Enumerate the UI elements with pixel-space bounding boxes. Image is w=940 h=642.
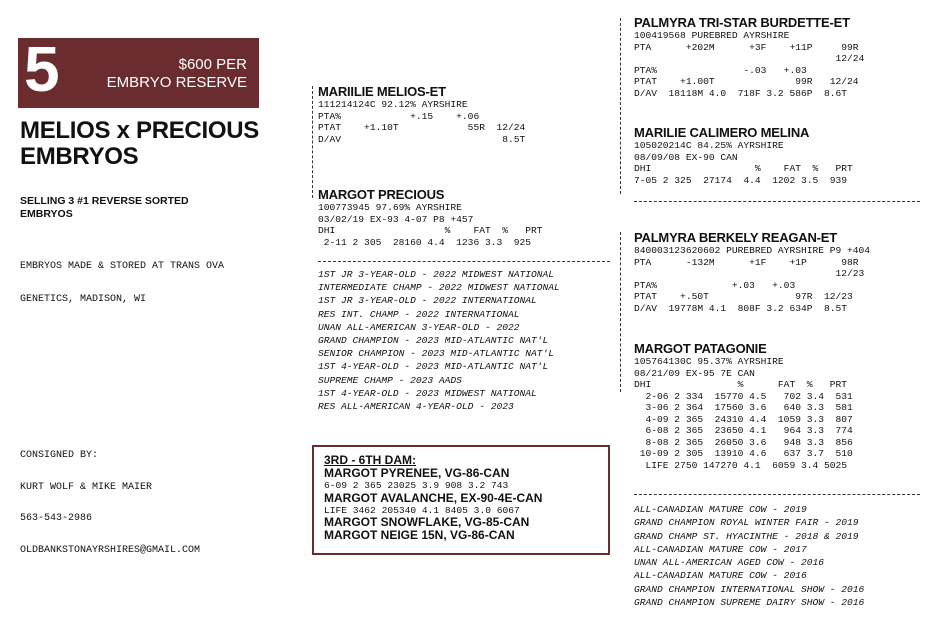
dam-award: UNAN ALL-AMERICAN 3-YEAR-OLD - 2022 [318, 321, 520, 333]
embryo-storage-note [20, 239, 224, 316]
dam-award: 1ST JR 3-YEAR-OLD - 2022 MIDWEST NATIONAL [318, 269, 555, 280]
lot-title [20, 118, 310, 170]
sire-block [318, 84, 610, 145]
calimero-name: MARILIE CALIMERO MELINA [634, 125, 810, 140]
selling-line-1: SELLING 3 #1 REVERSE SORTED [20, 195, 189, 207]
dam-line-3: DHI % FAT % PRT [318, 225, 543, 236]
extended-dams-box [312, 445, 610, 555]
lot-price [107, 56, 247, 92]
patagonie-awards [634, 503, 934, 609]
patagonie-award: ALL-CANADIAN MATURE COW - 2017 [634, 543, 807, 555]
dam-award: SENIOR CHAMPION - 2023 MID-ATLANTIC NAT'L [318, 348, 555, 360]
burdette-name: PALMYRA TRI-STAR BURDETTE-ET [634, 15, 850, 30]
dam-4-name: MARGOT AVALANCHE, EX-90-4E-CAN [324, 490, 543, 505]
sire-line-1: 111214124C 92.12% AYRSHIRE [318, 99, 468, 110]
patagonie-lifetime: LIFE 2750 147270 4.1 6059 3.4 5025 [634, 459, 848, 471]
consignor-phone: 563-543-2986 [20, 513, 93, 524]
reagan-line-6: D/AV 19778M 4.1 808F 3.2 634P 8.5T [634, 302, 848, 314]
dam-award: 1ST 4-YEAR-OLD - 2023 MID-ATLANTIC NAT'L [318, 361, 549, 373]
reagan-name: PALMYRA BERKELY REAGAN-ET [634, 230, 838, 245]
dam-line-4: 2-11 2 305 28160 4.4 1236 3.3 925 [318, 236, 532, 248]
title-line-1: MELIOS x PRECIOUS [20, 117, 259, 144]
sire-line-2: PTA% +.15 +.06 [318, 110, 480, 122]
calimero-line-1: 105020214C 84.25% AYRSHIRE [634, 140, 784, 151]
price-line-1: $600 PER [178, 56, 247, 73]
dam-award: SUPREME CHAMP - 2023 AADS [318, 374, 462, 386]
burdette-line-1: 100419568 PUREBRED AYRSHIRE [634, 30, 790, 41]
dam-award: 1ST JR 3-YEAR-OLD - 2022 INTERNATIONAL [318, 295, 537, 307]
calimero-line-4: 7-05 2 325 27174 4.4 1202 3.5 939 [634, 174, 848, 186]
dam-line-2: 03/02/19 EX-93 4-07 P8 +457 [318, 213, 474, 225]
sire-of-dam-block [634, 230, 934, 314]
patagonie-record: 6-08 2 365 23650 4.1 964 3.3 774 [634, 425, 853, 436]
selling-line-2: EMBRYOS [20, 208, 73, 220]
dam-block [318, 187, 618, 248]
burdette-line-4: PTA% -.03 +.03 [634, 64, 807, 76]
dam-6-name: MARGOT NEIGE 15N, VG-86-CAN [324, 528, 515, 542]
burdette-line-5: PTAT +1.00T 99R 12/24 [634, 76, 859, 87]
dam-award: INTERMEDIATE CHAMP - 2022 MIDWEST NATIONAL [318, 282, 560, 294]
reagan-line-3: 12/23 [634, 268, 865, 279]
dam-of-sire-block [634, 125, 934, 186]
patagonie-record: 3-06 2 364 17560 3.6 640 3.3 581 [634, 402, 853, 413]
dam-awards [318, 268, 618, 413]
reagan-line-2: PTA -132M +1F +1P 98R [634, 256, 859, 268]
dam-award: GRAND CHAMPION - 2023 MID-ATLANTIC NAT'L [318, 335, 549, 347]
dam-5-name: MARGOT SNOWFLAKE, VG-85-CAN [324, 515, 530, 529]
title-line-2: EMBRYOS [20, 143, 139, 170]
sire-line-4: D/AV 8.5T [318, 133, 526, 145]
extended-dams-heading: 3RD - 6TH DAM: [324, 453, 416, 467]
patagonie-record: 2-06 2 334 15770 4.5 702 3.4 531 [634, 390, 853, 402]
dam-3-record: 6-09 2 365 23025 3.9 908 3.2 743 [324, 480, 509, 491]
patagonie-divider [634, 494, 920, 495]
patagonie-award: ALL-CANADIAN MATURE COW - 2016 [634, 570, 807, 582]
patagonie-line-3: DHI % FAT % PRT [634, 379, 848, 390]
dam-of-dam-block [634, 341, 934, 471]
lot-badge [18, 33, 259, 108]
made-line-2: GENETICS, MADISON, WI [20, 294, 147, 305]
dam-award: 1ST 4-YEAR-OLD - 2023 MIDWEST NATIONAL [318, 387, 537, 399]
dam-name: MARGOT PRECIOUS [318, 187, 445, 202]
lot-number: 5 [24, 33, 60, 105]
sire-name: MARIILIE MELIOS-ET [318, 84, 446, 99]
reagan-line-4: PTA% +.03 +.03 [634, 279, 796, 291]
dam-award: RES ALL-AMERICAN 4-YEAR-OLD - 2023 [318, 401, 514, 413]
dam-divider [318, 261, 610, 262]
patagonie-line-1: 105764130C 95.37% AYRSHIRE [634, 356, 784, 367]
patagonie-record: 4-09 2 365 24310 4.4 1059 3.3 807 [634, 413, 853, 425]
price-line-2: EMBRYO RESERVE [106, 74, 247, 91]
patagonie-line-2: 08/21/09 EX-95 7E CAN [634, 367, 755, 379]
dam-3-name: MARGOT PYRENEE, VG-86-CAN [324, 466, 510, 480]
patagonie-award: GRAND CHAMP ST. HYACINTHE - 2018 & 2019 [634, 530, 859, 542]
calimero-line-3: DHI % FAT % PRT [634, 163, 853, 174]
reagan-line-1: 840003123620602 PUREBRED AYRSHIRE P9 +404 [634, 245, 871, 256]
made-line-1: EMBRYOS MADE & STORED AT TRANS OVA [20, 261, 225, 272]
dam-4-record: LIFE 3462 205340 4.1 8405 3.0 6067 [324, 504, 520, 516]
selling-note [20, 195, 230, 221]
calimero-divider [634, 201, 920, 202]
reagan-line-5: PTAT +.50T 97R 12/23 [634, 291, 853, 302]
patagonie-award: ALL-CANADIAN MATURE COW - 2019 [634, 504, 807, 515]
burdette-line-2: PTA +202M +3F +11P 99R [634, 41, 859, 53]
consignor-email: OLDBANKSTONAYRSHIRES@GMAIL.COM [20, 544, 201, 556]
patagonie-award: GRAND CHAMPION SUPREME DAIRY SHOW - 2016 [634, 597, 865, 609]
sire-of-sire-block [634, 15, 934, 99]
patagonie-record: 8-08 2 365 26050 3.6 948 3.3 856 [634, 436, 853, 448]
burdette-line-3: 12/24 [634, 53, 865, 64]
burdette-line-6: D/AV 18118M 4.0 718F 3.2 586P 8.6T [634, 87, 848, 99]
patagonie-award: GRAND CHAMPION ROYAL WINTER FAIR - 2019 [634, 517, 859, 529]
consigned-label: CONSIGNED BY: [20, 450, 99, 461]
pedigree-connector-top-right [620, 18, 621, 194]
consignor-names: KURT WOLF & MIKE MAIER [20, 481, 153, 493]
sire-line-3: PTAT +1.10T 55R 12/24 [318, 122, 526, 133]
pedigree-connector-bottom-right [620, 232, 621, 392]
dam-award: RES INT. CHAMP - 2022 INTERNATIONAL [318, 308, 520, 320]
calimero-line-2: 08/09/08 EX-90 CAN [634, 151, 738, 163]
dam-line-1: 100773945 97.69% AYRSHIRE [318, 202, 462, 213]
pedigree-connector-left [312, 86, 313, 198]
patagonie-record: 10-09 2 305 13910 4.6 637 3.7 510 [634, 448, 853, 459]
patagonie-award: UNAN ALL-AMERICAN AGED COW - 2016 [634, 557, 824, 569]
patagonie-award: GRAND CHAMPION INTERNATIONAL SHOW - 2016 [634, 583, 865, 595]
patagonie-name: MARGOT PATAGONIE [634, 341, 767, 356]
consignor-info [20, 430, 200, 567]
